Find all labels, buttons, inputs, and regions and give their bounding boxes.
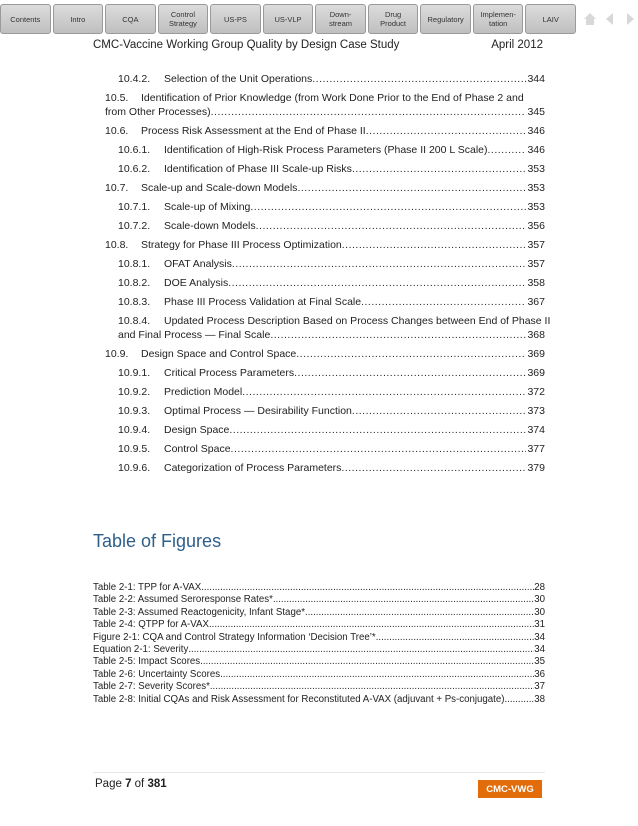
- toc-title: Control Space: [164, 443, 231, 455]
- toc-title: Optimal Process — Desirability Function: [164, 405, 352, 417]
- toc-number: 10.9.6.: [118, 462, 151, 474]
- figure-page: 28: [534, 582, 545, 593]
- toc-page: 353: [527, 201, 545, 213]
- toc-entry[interactable]: [0, 366, 638, 380]
- toc-entry[interactable]: [0, 257, 638, 271]
- toc-entry[interactable]: [0, 461, 638, 475]
- toc-number: 10.8.1.: [118, 258, 151, 270]
- toc-title: Process Risk Assessment at the End of Phase II: [141, 125, 366, 137]
- figure-entry[interactable]: [93, 669, 545, 681]
- nav-tab-laiv[interactable]: LAIV: [525, 4, 576, 34]
- toc-entry[interactable]: [0, 143, 638, 157]
- toc-number: 10.8.: [105, 239, 129, 251]
- toc-page: 345: [527, 106, 545, 118]
- toc-entry[interactable]: [0, 162, 638, 176]
- leader-dots: [242, 385, 526, 399]
- nav-tab-regulatory[interactable]: Regulatory: [420, 4, 471, 34]
- toc-title: Identification of High-Risk Process Parameters (Phase II 200 L Scale): [164, 144, 488, 156]
- toc-title: DOE Analysis: [164, 277, 229, 289]
- figure-page: 36: [534, 668, 545, 680]
- nav-tab-cqa[interactable]: CQA: [105, 4, 156, 34]
- table-of-contents: [0, 72, 638, 480]
- figure-entry[interactable]: [93, 619, 545, 631]
- leader-dots: [209, 619, 534, 631]
- toc-number: 10.6.2.: [118, 163, 151, 175]
- leader-dots: [488, 143, 527, 157]
- nav-tab-us-vlp[interactable]: US-VLP: [263, 4, 314, 34]
- toc-title: Scale-up and Scale-down Models: [141, 182, 298, 194]
- toc-title: Updated Process Description Based on Process Changes between End of Phase II: [164, 315, 551, 327]
- figure-page: 37: [534, 681, 545, 693]
- leader-dots: [504, 694, 534, 706]
- leader-dots: [294, 366, 526, 380]
- figure-page: 31: [534, 619, 545, 631]
- figure-entry[interactable]: [93, 594, 545, 606]
- home-icon[interactable]: [582, 11, 598, 27]
- toc-title: Identification of Phase III Scale-up Risks: [164, 163, 352, 175]
- leader-dots: [211, 105, 527, 119]
- leader-dots: [341, 461, 526, 475]
- toc-number: 10.8.3.: [118, 296, 151, 308]
- leader-dots: [342, 238, 527, 252]
- toc-entry[interactable]: [0, 91, 638, 119]
- figure-entry[interactable]: [93, 656, 545, 668]
- toc-page: 357: [527, 239, 545, 251]
- toc-page: 344: [527, 73, 545, 85]
- leader-dots: [361, 295, 526, 309]
- figure-page: 34: [534, 631, 545, 643]
- toc-number: 10.9.4.: [118, 424, 151, 436]
- leader-dots: [200, 656, 534, 668]
- toc-entry[interactable]: [0, 181, 638, 195]
- nav-tab-implemen-tation[interactable]: Implemen- tation: [473, 4, 524, 34]
- toc-number: 10.7.1.: [118, 201, 151, 213]
- toc-entry[interactable]: [0, 442, 638, 456]
- toc-entry[interactable]: [0, 347, 638, 361]
- page-current: 7: [125, 778, 132, 790]
- toc-number: 10.9.: [105, 348, 129, 360]
- toc-page: 374: [527, 424, 545, 436]
- figure-title: Figure 2-1: CQA and Control Strategy Information ‘Decision Tree’*: [93, 631, 376, 643]
- leader-dots: [232, 257, 527, 271]
- nav-tab-down-stream[interactable]: Down- stream: [315, 4, 366, 34]
- figure-title: Table 2-8: Initial CQAs and Risk Assessment for Reconstituted A-VAX (adjuvant + Ps-conjugate): [93, 693, 505, 705]
- toc-entry[interactable]: [0, 314, 638, 342]
- table-of-figures-heading: Table of Figures: [93, 531, 222, 551]
- toc-title: Design Space and Control Space: [141, 348, 297, 360]
- figure-entry[interactable]: [93, 607, 545, 619]
- arrow-right-icon[interactable]: [622, 11, 638, 27]
- leader-dots: [376, 632, 535, 644]
- figure-title: Table 2-5: Impact Scores: [93, 656, 201, 668]
- nav-tab-contents[interactable]: Contents: [0, 4, 51, 34]
- leader-dots: [352, 162, 527, 176]
- toc-entry[interactable]: [0, 385, 638, 399]
- toc-page: 358: [527, 277, 545, 289]
- nav-tab-us-ps[interactable]: US-PS: [210, 4, 261, 34]
- toc-number: 10.9.1.: [118, 367, 151, 379]
- toc-number: 10.5.: [105, 92, 129, 104]
- leader-dots: [312, 72, 526, 86]
- toc-page: 372: [527, 386, 545, 398]
- leader-dots: [231, 442, 527, 456]
- figure-entry[interactable]: [93, 632, 545, 644]
- leader-dots: [201, 582, 534, 594]
- toc-page: 379: [527, 462, 545, 474]
- toc-entry[interactable]: [0, 219, 638, 233]
- toc-page: 369: [527, 348, 545, 360]
- toc-title: Strategy for Phase III Process Optimization: [141, 239, 342, 251]
- toc-title-continued: from Other Processes): [105, 106, 211, 118]
- top-navigation: [0, 0, 638, 38]
- toc-entry[interactable]: [0, 404, 638, 418]
- figure-page: 34: [534, 644, 545, 656]
- figure-entry[interactable]: [93, 681, 545, 693]
- leader-dots: [229, 423, 526, 437]
- nav-tab-control-strategy[interactable]: Control Strategy: [158, 4, 209, 34]
- toc-page: 367: [527, 296, 545, 308]
- toc-title: Scale-up of Mixing: [164, 201, 251, 213]
- toc-entry[interactable]: [0, 124, 638, 138]
- leader-dots: [273, 594, 534, 606]
- toc-number: 10.6.1.: [118, 144, 151, 156]
- leader-dots: [250, 200, 526, 214]
- toc-page: 356: [527, 220, 545, 232]
- toc-title: Design Space: [164, 424, 230, 436]
- leader-dots: [352, 404, 527, 418]
- figure-entry[interactable]: [93, 694, 545, 706]
- toc-number: 10.9.3.: [118, 405, 151, 417]
- figure-title: Table 2-2: Assumed Seroresponse Rates*: [93, 594, 273, 606]
- toc-number: 10.8.2.: [118, 277, 151, 289]
- toc-number: 10.9.5.: [118, 443, 151, 455]
- toc-title: Identification of Prior Knowledge (from Work Done Prior to the End of Phase 2 and: [141, 92, 524, 104]
- toc-entry[interactable]: [0, 238, 638, 252]
- figure-entry[interactable]: [93, 644, 545, 656]
- figure-page: 35: [534, 656, 545, 668]
- nav-icons: [582, 11, 638, 27]
- toc-title: OFAT Analysis: [164, 258, 232, 270]
- toc-entry[interactable]: [0, 72, 638, 86]
- toc-title: Phase III Process Validation at Final Scale: [164, 296, 362, 308]
- toc-page: 346: [527, 144, 545, 156]
- toc-page: 357: [527, 258, 545, 270]
- figure-page: 30: [534, 594, 545, 606]
- toc-number: 10.4.2.: [118, 73, 151, 85]
- leader-dots: [256, 219, 527, 233]
- toc-title: Critical Process Parameters: [164, 367, 295, 379]
- document-title: CMC-Vaccine Working Group Quality by Design Case Study: [93, 39, 400, 51]
- toc-title: Scale-down Models: [164, 220, 256, 232]
- figure-page: 30: [534, 606, 545, 618]
- nav-tab-intro[interactable]: Intro: [53, 4, 104, 34]
- leader-dots: [297, 181, 526, 195]
- figure-title: Table 2-1: TPP for A-VAX: [93, 582, 202, 593]
- toc-entry[interactable]: [0, 200, 638, 214]
- toc-page: 368: [527, 329, 545, 341]
- toc-title: Prediction Model: [164, 386, 243, 398]
- toc-title-continued: and Final Process — Final Scale: [118, 329, 271, 341]
- toc-number: 10.9.2.: [118, 386, 151, 398]
- toc-number: 10.7.2.: [118, 220, 151, 232]
- toc-title: Selection of the Unit Operations: [164, 73, 313, 85]
- toc-page: 346: [527, 125, 545, 137]
- toc-number: 10.6.: [105, 125, 129, 137]
- nav-tab-drug-product[interactable]: Drug Product: [368, 4, 419, 34]
- toc-entry[interactable]: [0, 276, 638, 290]
- toc-entry[interactable]: [0, 295, 638, 309]
- arrow-left-icon[interactable]: [602, 11, 618, 27]
- footer-divider: [93, 772, 545, 773]
- figure-title: Table 2-7: Severity Scores*: [93, 681, 210, 693]
- figure-entry[interactable]: [93, 582, 545, 594]
- leader-dots: [188, 644, 534, 656]
- toc-title: Categorization of Process Parameters: [164, 462, 342, 474]
- page-total: 381: [147, 778, 167, 790]
- leader-dots: [220, 669, 534, 681]
- leader-dots: [228, 276, 526, 290]
- figure-title: Table 2-3: Assumed Reactogenicity, Infant Stage*: [93, 606, 305, 618]
- toc-page: 353: [527, 182, 545, 194]
- leader-dots: [305, 607, 534, 619]
- toc-page: 353: [527, 163, 545, 175]
- toc-number: 10.8.4.: [118, 315, 151, 327]
- leader-dots: [296, 347, 526, 361]
- figure-title: Table 2-4: QTPP for A-VAX: [93, 619, 209, 631]
- leader-dots: [210, 681, 534, 693]
- leader-dots: [270, 328, 526, 342]
- page-of: of: [131, 778, 148, 790]
- leader-dots: [366, 124, 527, 138]
- figure-page: 38: [534, 693, 545, 705]
- cmc-vwg-badge: CMC-VWG: [478, 780, 542, 798]
- figure-title: Equation 2-1: Severity: [93, 644, 189, 656]
- toc-page: 377: [527, 443, 545, 455]
- document-date: April 2012: [491, 39, 543, 51]
- toc-number: 10.7.: [105, 182, 129, 194]
- figure-title: Table 2-6: Uncertainty Scores: [93, 668, 221, 680]
- toc-page: 369: [527, 367, 545, 379]
- toc-page: 373: [527, 405, 545, 417]
- page-prefix: Page: [95, 778, 126, 790]
- figures-list: [93, 582, 545, 706]
- toc-entry[interactable]: [0, 423, 638, 437]
- page-number: [95, 778, 167, 790]
